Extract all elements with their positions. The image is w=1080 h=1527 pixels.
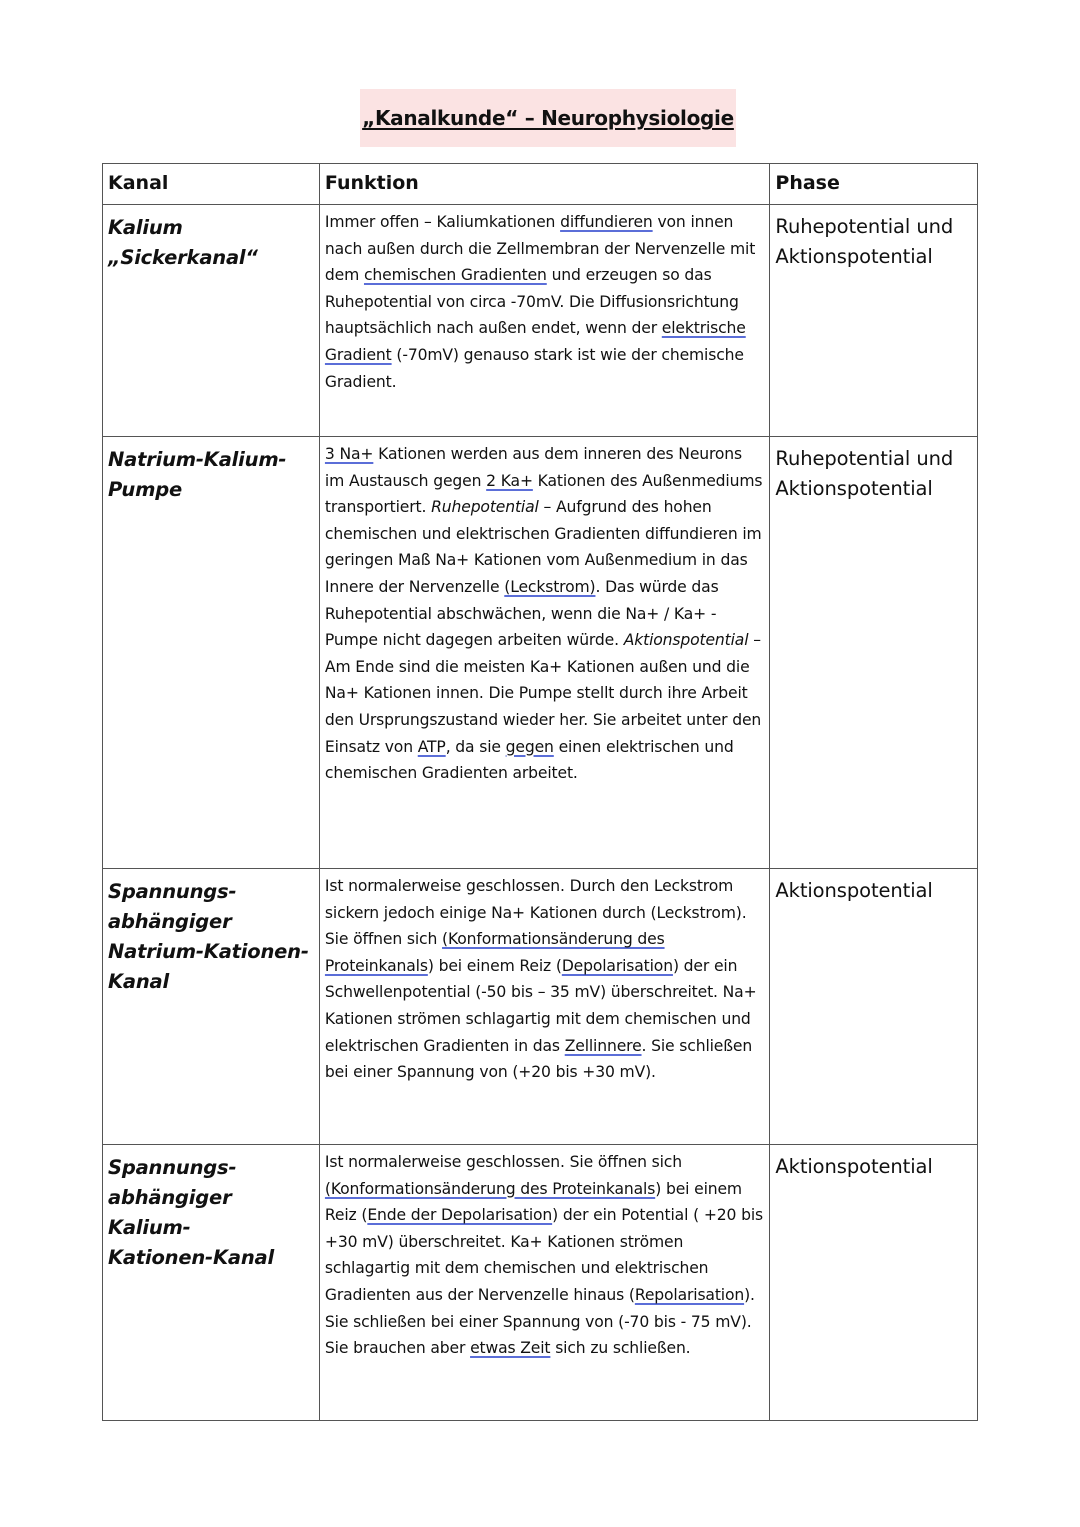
- italic-term: Aktionspotential: [623, 631, 749, 650]
- phase-text: Aktionspotential: [775, 1155, 933, 1178]
- underlined-term: (Leckstrom): [504, 577, 596, 596]
- kanal-cell: [103, 205, 320, 437]
- kanal-name: Spannungs- abhängiger Natrium-Kationen- Kanal: [108, 880, 309, 993]
- funktion-cell: [319, 1145, 769, 1421]
- underlined-term: Repolarisation: [634, 1285, 745, 1304]
- table-row: [103, 205, 978, 437]
- funktion-text: Ist normalerweise geschlossen. Durch den Leckstrom sickern jedoch einige Na+ Kationen durch (Leckstrom). Sie öffnen sich (Konformationsänderung des Proteinkanals) bei einem Reiz (Depolarisation) der ein Schwellenpotential (-50 bis – 35 mV) überschreitet. Na+ Kationen strömen schlagartig mit dem chemischen und elektrischen Gradienten in das Zellinnere. Sie schließen bei einer Spannung von (+20 bis +30 mV).: [324, 877, 757, 1082]
- underlined-term: ATP: [417, 737, 446, 756]
- kanal-name: Spannungs- abhängiger Kalium- Kationen-Kanal: [108, 1156, 274, 1269]
- kanal-cell: [103, 1145, 320, 1421]
- underlined-term: (Konformationsänderung des Proteinkanals: [324, 930, 665, 975]
- kanal-cell: [103, 869, 320, 1145]
- underlined-term: gegen: [505, 737, 554, 756]
- page-title: „Kanalkunde“ – Neurophysiologie: [362, 106, 734, 130]
- funktion-text: Immer offen – Kaliumkationen diffundieren von innen nach außen durch die Zellmembran der Nervenzelle mit dem chemischen Gradienten und erzeugen so das Ruhepotential von circa -70mV. Die Diffusionsrichtung hauptsächlich nach außen endet, wenn der elektrische Gradient (-70mV) genauso stark ist wie der chemische Gradient.: [324, 213, 756, 391]
- table-row: [103, 869, 978, 1145]
- phase-cell: [770, 869, 978, 1145]
- underlined-term: diffundieren: [560, 213, 653, 231]
- header-phase: Phase: [770, 164, 978, 205]
- funktion-cell: [319, 205, 769, 437]
- underlined-term: elektrische Gradient: [324, 319, 746, 364]
- phase-text: Aktionspotential: [775, 879, 933, 902]
- funktion-text: Ist normalerweise geschlossen. Sie öffnen sich (Konformationsänderung des Proteinkanals) bei einem Reiz (Ende der Depolarisation) der ein Potential ( +20 bis +30 mV) überschreitet. Ka+ Kationen strömen schlagartig mit dem chemischen und elektrischen Gradienten aus der Nervenzelle hinaus (Repolarisation). Sie schließen bei einer Spannung von (-70 bis - 75 mV). Sie brauchen aber etwas Zeit sich zu schließen.: [324, 1153, 763, 1358]
- table-row: [103, 1145, 978, 1421]
- phase-text: Ruhepotential und Aktionspotential: [775, 215, 954, 268]
- underlined-term: 2 Ka+: [486, 471, 533, 490]
- underlined-term: etwas Zeit: [470, 1339, 551, 1358]
- underlined-term: (Konformationsänderung des Proteinkanals: [324, 1179, 656, 1198]
- phase-cell: [770, 437, 978, 869]
- funktion-cell: [319, 437, 769, 869]
- underlined-term: Zellinnere: [564, 1036, 642, 1055]
- underlined-term: Ende der Depolarisation: [367, 1206, 553, 1225]
- phase-text: Ruhepotential und Aktionspotential: [775, 447, 954, 500]
- table-header-row: [103, 164, 978, 205]
- table-row: [103, 437, 978, 869]
- funktion-cell: [319, 869, 769, 1145]
- underlined-term: 3 Na+: [324, 445, 374, 463]
- kanal-name: Kalium „Sickerkanal“: [108, 216, 258, 269]
- kanal-name: Natrium-Kalium- Pumpe: [108, 448, 287, 501]
- kanal-cell: [103, 437, 320, 869]
- header-funktion: Funktion: [319, 164, 769, 205]
- kanal-table: [102, 163, 978, 1421]
- header-kanal: Kanal: [103, 164, 320, 205]
- phase-cell: [770, 1145, 978, 1421]
- italic-term: Ruhepotential: [431, 498, 539, 517]
- phase-cell: [770, 205, 978, 437]
- underlined-term: chemischen Gradienten: [363, 266, 547, 285]
- underlined-term: Depolarisation: [561, 956, 673, 975]
- funktion-text: 3 Na+ Kationen werden aus dem inneren des Neurons im Austausch gegen 2 Ka+ Kationen des Außenmediums transportiert. Ruhepotential – Aufgrund des hohen chemischen und elektrischen Gradienten diffundieren im geringen Maß Na+ Kationen vom Außenmedium in das Innere der Nervenzelle (Leckstrom). Das würde das Ruhepotential abschwächen, wenn die Na+ / Ka+ -Pumpe nicht dagegen arbeiten würde. Aktionspotential – Am Ende sind die meisten Ka+ Kationen außen und die Na+ Kationen innen. Die Pumpe stellt durch ihre Arbeit den Ursprungszustand wieder her. Sie arbeitet unter den Einsatz von ATP, da sie gegen einen elektrischen und chemischen Gradienten arbeitet.: [324, 445, 763, 783]
- title-box: [360, 89, 736, 147]
